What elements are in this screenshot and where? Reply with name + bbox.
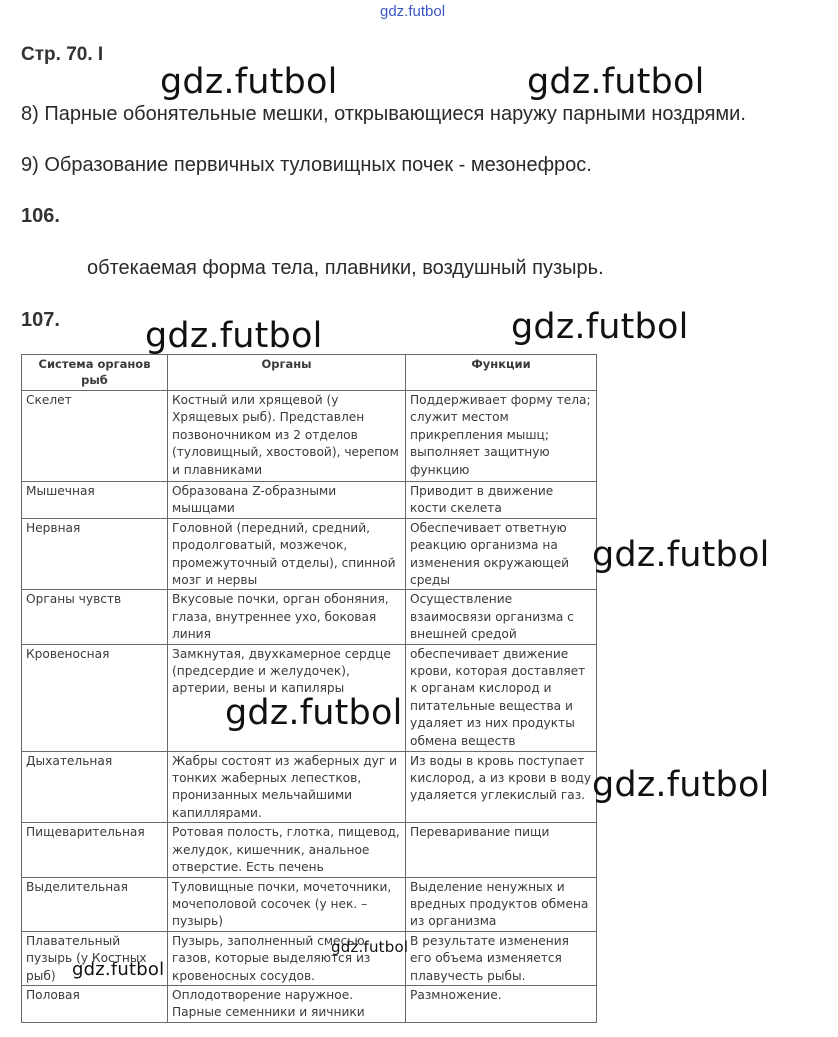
cell-functions: Выделение ненужных и вредных продуктов обмена из организма (406, 877, 597, 931)
page-title: Стр. 70. I (21, 44, 104, 65)
item-8-text: 8) Парные обонятельные мешки, открывающиеся наружу парными ноздрями. (21, 103, 746, 125)
cell-functions: Осуществление взаимосвязи организма с внешней средой (406, 590, 597, 644)
cell-organs: Вкусовые почки, орган обоняния, глаза, внутреннее ухо, боковая линия (168, 590, 406, 644)
task-107-number: 107. (21, 309, 60, 331)
cell-functions: В результате изменения его объема изменяется плавучесть рыбы. (406, 931, 597, 985)
table-row (22, 391, 597, 482)
watermark: gdz.futbol (160, 62, 338, 102)
cell-system: Половая (22, 985, 168, 1022)
cell-functions: Из воды в кровь поступает кислород, а из крови в воду удаляется углекислый газ. (406, 751, 597, 823)
watermark: gdz.futbol (331, 938, 409, 956)
cell-system: Дыхательная (22, 751, 168, 823)
header-system: Система органов рыб (22, 355, 168, 391)
cell-system: Органы чувств (22, 590, 168, 644)
watermark: gdz.futbol (511, 307, 689, 347)
cell-functions: Обеспечивает ответную реакцию организма на изменения окружающей среды (406, 518, 597, 590)
cell-organs: Образована Z-образными мышцами (168, 482, 406, 519)
watermark: gdz.futbol (592, 535, 770, 575)
header-functions: Функции (406, 355, 597, 391)
organ-systems-table (21, 354, 597, 1023)
cell-functions: обеспечивает движение крови, которая доставляет к органам кислород и питательные вещества и удаляет из них продукты обмена веществ (406, 644, 597, 751)
cell-organs: Головной (передний, средний, продолговатый, мозжечок, промежуточный отделы), спинной мозг и нервы (168, 518, 406, 590)
header-organs: Органы (168, 355, 406, 391)
task-106-number: 106. (21, 205, 60, 227)
watermark: gdz.futbol (527, 62, 705, 102)
cell-system: Кровеносная (22, 644, 168, 751)
cell-organs: Пузырь, заполненный смесью газов, которые выделяются из кровеносных сосудов. (168, 931, 406, 985)
table-row (22, 482, 597, 519)
cell-system: Мышечная (22, 482, 168, 519)
watermark: gdz.futbol (72, 959, 165, 980)
cell-system: Выделительная (22, 877, 168, 931)
cell-functions: Переваривание пищи (406, 823, 597, 877)
table-row (22, 590, 597, 644)
cell-organs: Туловищные почки, мочеточники, мочеполовой сосочек (у нек. – пузырь) (168, 877, 406, 931)
table-row (22, 751, 597, 823)
table-header-row (22, 355, 597, 391)
cell-functions: Поддерживает форму тела; служит местом прикрепления мышц; выполняет защитную функцию (406, 391, 597, 482)
cell-system: Нервная (22, 518, 168, 590)
cell-functions: Приводит в движение кости скелета (406, 482, 597, 519)
cell-functions: Размножение. (406, 985, 597, 1022)
item-9-text: 9) Образование первичных туловищных почек - мезонефрос. (21, 154, 592, 176)
watermark: gdz.futbol (225, 693, 403, 733)
cell-system: Пищеварительная (22, 823, 168, 877)
watermark: gdz.futbol (592, 765, 770, 805)
cell-system: Плавательный пузырь (у Костных рыб) (22, 931, 168, 985)
cell-system: Скелет (22, 391, 168, 482)
table-row (22, 985, 597, 1022)
cell-organs: Ротовая полость, глотка, пищевод, желудок, кишечник, анальное отверстие. Есть печень (168, 823, 406, 877)
watermark: gdz.futbol (145, 316, 323, 356)
cell-organs: Костный или хрящевой (у Хрящевых рыб). Представлен позвоночником из 2 отделов (туловищный, хвостовой), черепом и плавниками (168, 391, 406, 482)
table-row (22, 823, 597, 877)
cell-organs: Жабры состоят из жаберных дуг и тонких жаберных лепестков, пронизанных мельчайшими капиллярами. (168, 751, 406, 823)
table-row (22, 518, 597, 590)
cell-organs: Оплодотворение наружное. Парные семенники и яичники (168, 985, 406, 1022)
cell-organs: Замкнутая, двухкамерное сердце (предсердие и желудочек), артерии, вены и капиляры (168, 644, 406, 751)
top-watermark: gdz.futbol (380, 3, 446, 20)
table-row (22, 877, 597, 931)
task-106-answer: обтекаемая форма тела, плавники, воздушный пузырь. (87, 257, 604, 279)
